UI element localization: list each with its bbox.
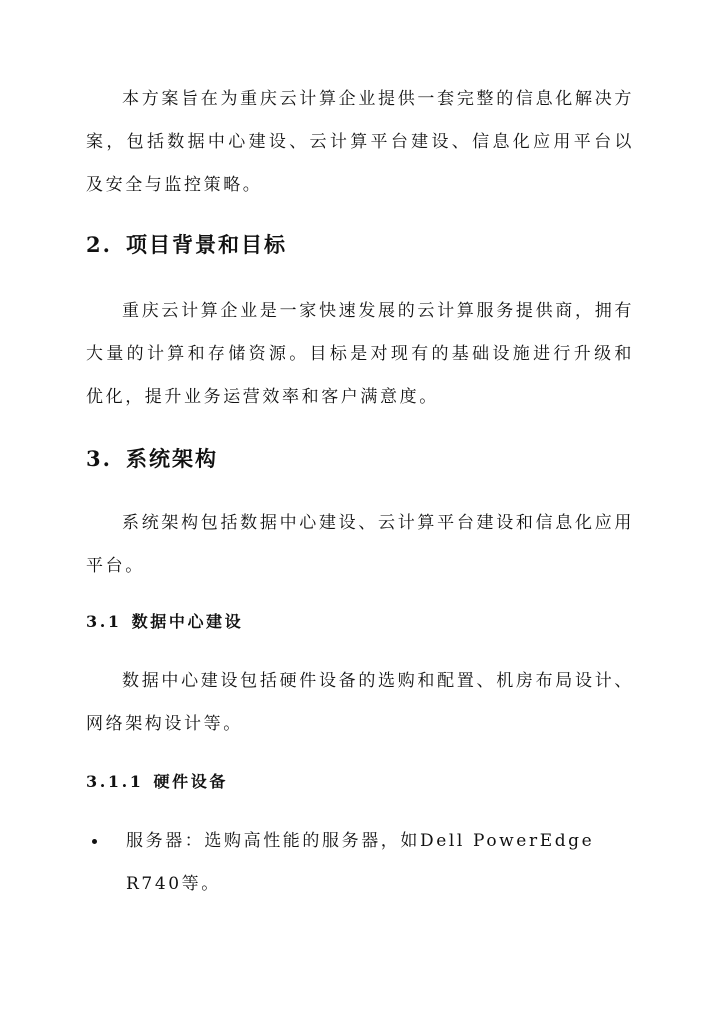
list-item <box>104 820 624 906</box>
section-title: 项目背景和目标 <box>126 232 287 257</box>
section-heading-architecture <box>86 444 218 474</box>
section-number: 2. <box>86 232 112 257</box>
list-item-text: 服务器：选购高性能的服务器，如Dell PowerEdge R740等。 <box>126 831 595 894</box>
subsection-title: 数据中心建设 <box>131 612 244 631</box>
bullet-icon <box>92 839 97 844</box>
section-title: 系统架构 <box>126 446 218 471</box>
architecture-paragraph: 系统架构包括数据中心建设、云计算平台建设和信息化应用平台。 <box>86 513 634 576</box>
section-number: 3. <box>86 446 112 471</box>
subsubsection-number: 3.1.1 <box>86 772 144 791</box>
background-paragraph: 重庆云计算企业是一家快速发展的云计算服务提供商，拥有大量的计算和存储资源。目标是对现有的基础设施进行升级和优化，提升业务运营效率和客户满意度。 <box>86 301 634 407</box>
subsubsection-heading-hardware <box>86 770 228 794</box>
section-heading-background <box>86 230 287 260</box>
subsubsection-title: 硬件设备 <box>153 772 228 791</box>
intro-paragraph: 本方案旨在为重庆云计算企业提供一套完整的信息化解决方案，包括数据中心建设、云计算平台建设、信息化应用平台以及安全与监控策略。 <box>86 89 634 195</box>
subsection-heading-datacenter <box>86 610 243 634</box>
datacenter-paragraph: 数据中心建设包括硬件设备的选购和配置、机房布局设计、网络架构设计等。 <box>86 671 634 734</box>
subsection-number: 3.1 <box>86 612 122 631</box>
